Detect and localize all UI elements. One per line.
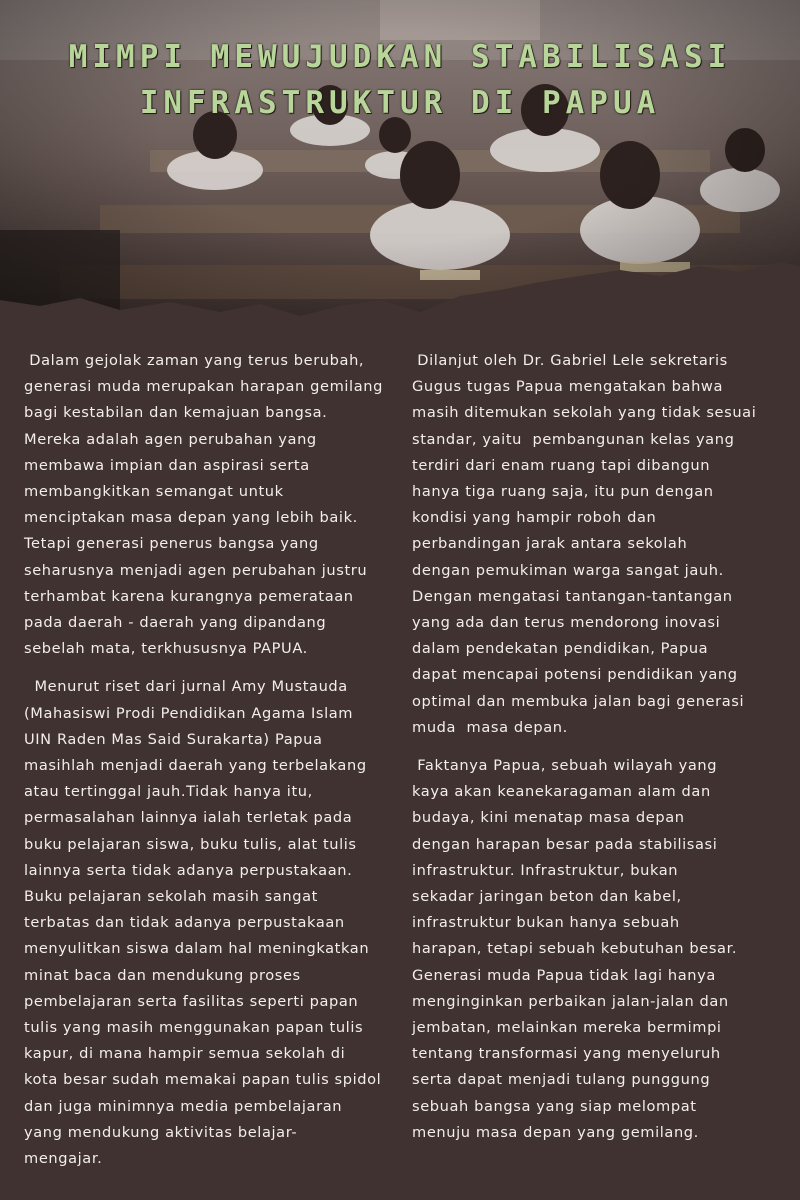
paragraph-fakta: Faktanya Papua, sebuah wilayah yang kaya akan keanekaragaman alam dan budaya, kini menatap masa depan dengan harapan besar pada stabilisasi infrastruktur. Infrastruktur, bukan sekadar jaringan beton dan kabel, infrastruktur bukan hanya sebuah harapan, tetapi sebuah kebutuhan besar. Generasi muda Papua tidak lagi hanya menginginkan perbaikan jalan-jalan dan jembatan, melainkan mereka bermimpi tentang transformasi yang menyeluruh serta dapat menjadi tulang punggung sebuah bangsa yang siap melompat menuju masa depan yang gemilang. (412, 757, 738, 1141)
title-line-2: INFRASTRUKTUR DI PAPUA (139, 85, 661, 121)
hero-image (0, 0, 800, 345)
paragraph-research: Menurut riset dari jurnal Amy Mustauda (Mahasiswi Prodi Pendidikan Agama Islam UIN Raden Mas Said Surakarta) Papua masihlah menjadi daerah yang terbelakang atau tertinggal jauh.Tidak hanya itu, permasalahan lainnya ialah terletak pada buku pelajaran siswa, buku tulis, alat tulis lainnya serta tidak adanya perpustakaan. Buku pelajaran sekolah masih sangat terbatas dan tidak adanya perpustakaan menyulitkan siswa dalam hal meningkatkan minat baca dan mendukung proses pembelajaran serta fasilitas seperti papan tulis yang masih menggunakan papan tulis kapur, di mana hampir semua sekolah di kota besar sudah memakai papan tulis spidol dan juga minimnya media pembelajaran yang mendukung aktivitas belajar- mengajar. (24, 678, 382, 1168)
paragraph-gabriel-lele: Dilanjut oleh Dr. Gabriel Lele sekretaris Gugus tugas Papua mengatakan bahwa masih ditemukan sekolah yang tidak sesuai standar, yaitu pembangunan kelas yang terdiri dari enam ruang tapi dibangun hanya tiga ruang saja, itu pun dengan kondisi yang hampir roboh dan perbandingan jarak antara sekolah dengan pemukiman warga sangat jauh. Dengan mengatasi tantangan-tantangan yang ada dan terus mendorong inovasi dalam pendekatan pendidikan, Papua dapat mencapai potensi pendidikan yang optimal dan membuka jalan bagi generasi muda masa depan. (412, 352, 757, 736)
title-line-1: MIMPI MEWUJUDKAN STABILISASI (68, 39, 732, 75)
paragraph-intro: Dalam gejolak zaman yang terus berubah, generasi muda merupakan harapan gemilang bagi kestabilan dan kemajuan bangsa. Mereka adalah agen perubahan yang membawa impian dan aspirasi serta membangkitkan semangat untuk menciptakan masa depan yang lebih baik. Tetapi generasi penerus bangsa yang seharusnya menjadi agen perubahan justru terhambat karena kurangnya pemerataan pada daerah - daerah yang dipandang sebelah mata, terkhususnya PAPUA. (24, 352, 383, 658)
article-title (0, 34, 800, 126)
left-column (24, 348, 396, 1184)
right-column (412, 348, 784, 1158)
